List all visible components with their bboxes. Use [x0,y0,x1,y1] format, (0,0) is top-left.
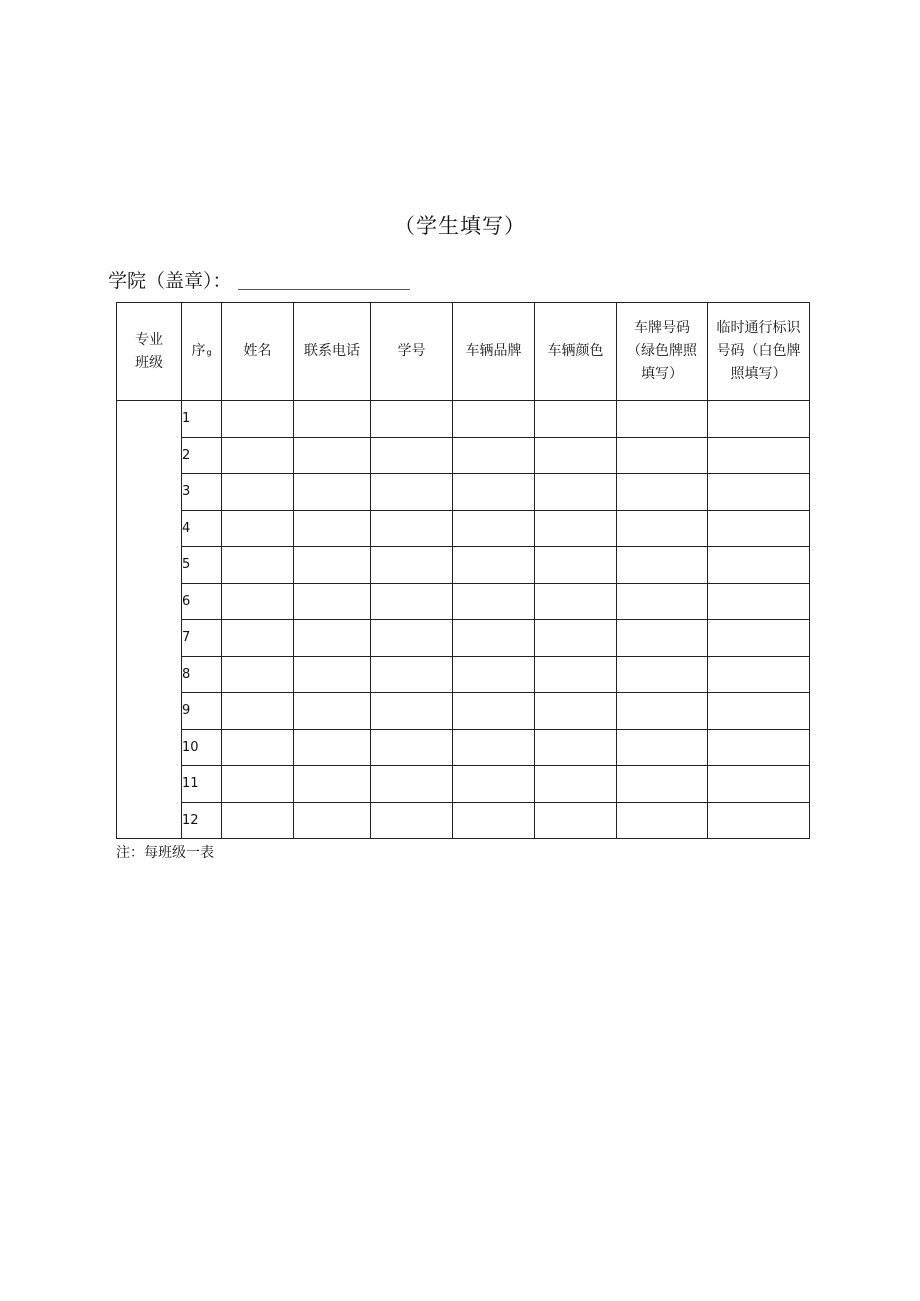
cell-color[interactable] [535,547,617,584]
cell-color[interactable] [535,766,617,803]
major-class-cell[interactable] [117,401,182,839]
cell-student-id[interactable] [371,620,453,657]
cell-temp-pass[interactable] [708,474,810,511]
cell-brand[interactable] [453,583,535,620]
cell-plate[interactable] [617,766,708,803]
footnote: 注：每班级一表 [116,845,214,861]
cell-temp-pass[interactable] [708,656,810,693]
table-row [117,401,810,438]
cell-student-id[interactable] [371,693,453,730]
cell-brand[interactable] [453,729,535,766]
cell-temp-pass[interactable] [708,437,810,474]
cell-phone[interactable] [294,547,371,584]
cell-phone[interactable] [294,802,371,839]
table-row [117,510,810,547]
cell-name[interactable] [222,583,294,620]
cell-color[interactable] [535,510,617,547]
row-number: 7 [182,620,222,657]
cell-student-id[interactable] [371,474,453,511]
cell-color[interactable] [535,583,617,620]
cell-phone[interactable] [294,474,371,511]
cell-color[interactable] [535,656,617,693]
table-row [117,766,810,803]
college-stamp-field [108,266,410,293]
cell-phone[interactable] [294,766,371,803]
header-plate-number: 车牌号码 （绿色牌照 填写） [617,303,708,401]
row-number: 5 [182,547,222,584]
cell-student-id[interactable] [371,547,453,584]
cell-temp-pass[interactable] [708,729,810,766]
header-vehicle-brand: 车辆品牌 [453,303,535,401]
cell-plate[interactable] [617,510,708,547]
cell-color[interactable] [535,474,617,511]
cell-student-id[interactable] [371,583,453,620]
cell-temp-pass[interactable] [708,401,810,438]
header-name: 姓名 [222,303,294,401]
table-row [117,729,810,766]
cell-plate[interactable] [617,437,708,474]
header-vehicle-color: 车辆颜色 [535,303,617,401]
cell-temp-pass[interactable] [708,620,810,657]
table-row [117,437,810,474]
cell-plate[interactable] [617,401,708,438]
cell-temp-pass[interactable] [708,547,810,584]
cell-plate[interactable] [617,474,708,511]
cell-name[interactable] [222,510,294,547]
cell-name[interactable] [222,401,294,438]
table-row [117,620,810,657]
cell-brand[interactable] [453,766,535,803]
cell-name[interactable] [222,802,294,839]
cell-student-id[interactable] [371,401,453,438]
header-student-id: 学号 [371,303,453,401]
cell-phone[interactable] [294,583,371,620]
header-temp-pass-number: 临时通行标识 号码（白色牌 照填写） [708,303,810,401]
cell-student-id[interactable] [371,729,453,766]
table-row [117,693,810,730]
header-seq: 序g [182,303,222,401]
row-number: 12 [182,802,222,839]
cell-color[interactable] [535,401,617,438]
cell-phone[interactable] [294,401,371,438]
table-row [117,802,810,839]
cell-temp-pass[interactable] [708,766,810,803]
cell-brand[interactable] [453,437,535,474]
row-number: 1 [182,401,222,438]
vehicle-registration-table [116,302,810,839]
page-title: （学生填写） [394,214,526,238]
cell-plate[interactable] [617,802,708,839]
cell-brand[interactable] [453,474,535,511]
cell-name[interactable] [222,656,294,693]
table-row [117,547,810,584]
row-number: 2 [182,437,222,474]
cell-brand[interactable] [453,510,535,547]
cell-temp-pass[interactable] [708,583,810,620]
cell-plate[interactable] [617,620,708,657]
cell-color[interactable] [535,802,617,839]
cell-brand[interactable] [453,620,535,657]
row-number: 6 [182,583,222,620]
cell-color[interactable] [535,437,617,474]
college-label: 学院（盖章）： [108,270,232,292]
cell-plate[interactable] [617,693,708,730]
cell-phone[interactable] [294,437,371,474]
cell-plate[interactable] [617,729,708,766]
cell-phone[interactable] [294,620,371,657]
cell-temp-pass[interactable] [708,802,810,839]
cell-brand[interactable] [453,656,535,693]
cell-brand[interactable] [453,693,535,730]
cell-brand[interactable] [453,401,535,438]
cell-plate[interactable] [617,656,708,693]
table-header-row [117,303,810,401]
cell-temp-pass[interactable] [708,693,810,730]
cell-color[interactable] [535,620,617,657]
header-major-class: 专业 班级 [117,303,182,401]
cell-name[interactable] [222,620,294,657]
cell-phone[interactable] [294,729,371,766]
cell-name[interactable] [222,474,294,511]
cell-name[interactable] [222,766,294,803]
cell-color[interactable] [535,693,617,730]
table-row [117,474,810,511]
cell-name[interactable] [222,437,294,474]
cell-brand[interactable] [453,802,535,839]
row-number: 9 [182,693,222,730]
cell-name[interactable] [222,693,294,730]
header-phone: 联系电话 [294,303,371,401]
cell-plate[interactable] [617,583,708,620]
cell-brand[interactable] [453,547,535,584]
row-number: 8 [182,656,222,693]
cell-name[interactable] [222,547,294,584]
cell-name[interactable] [222,729,294,766]
cell-phone[interactable] [294,510,371,547]
row-number: 10 [182,729,222,766]
cell-color[interactable] [535,729,617,766]
cell-student-id[interactable] [371,802,453,839]
cell-student-id[interactable] [371,437,453,474]
row-number: 4 [182,510,222,547]
cell-phone[interactable] [294,656,371,693]
cell-student-id[interactable] [371,510,453,547]
cell-student-id[interactable] [371,766,453,803]
cell-temp-pass[interactable] [708,510,810,547]
table-row [117,656,810,693]
cell-phone[interactable] [294,693,371,730]
row-number: 3 [182,474,222,511]
cell-student-id[interactable] [371,656,453,693]
cell-plate[interactable] [617,547,708,584]
row-number: 11 [182,766,222,803]
college-blank-line [238,288,410,290]
table-row [117,583,810,620]
